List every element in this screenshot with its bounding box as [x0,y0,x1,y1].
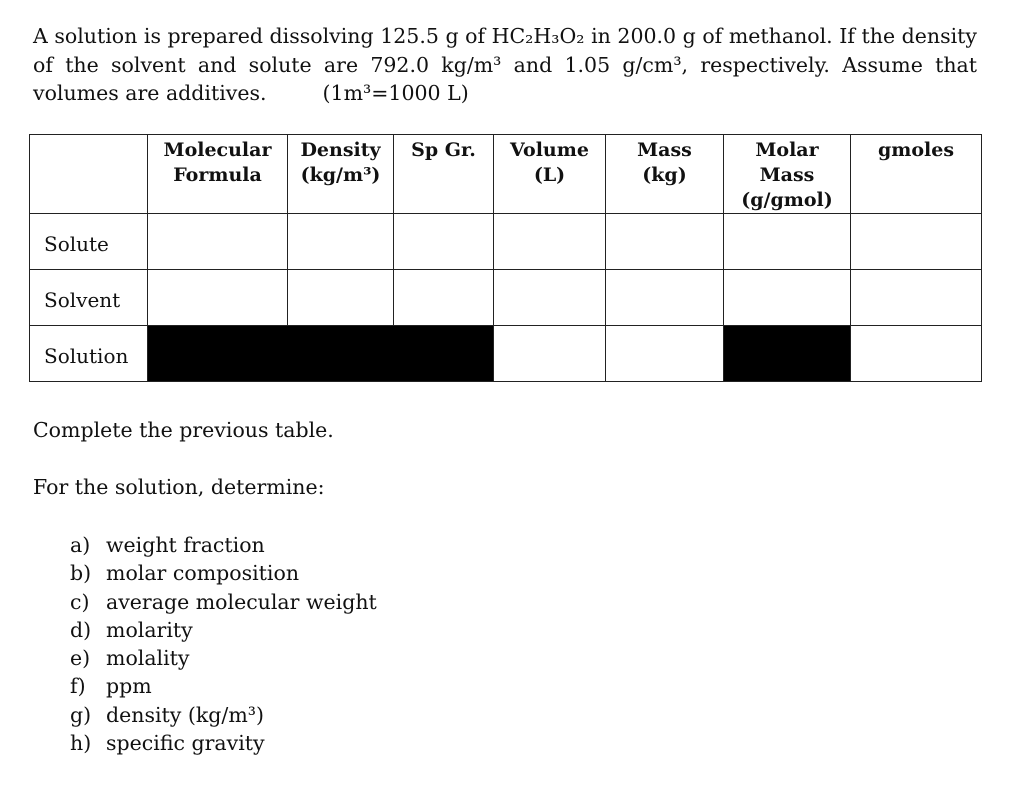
header-mass-line-2: (kg) [642,164,687,186]
cell-solvent-molar-mass [724,270,851,326]
header-specific-gravity [394,135,494,214]
header-molar-mass [724,135,851,214]
cell-solvent-formula [148,270,288,326]
cell-solvent-spgr [394,270,494,326]
table-row-solution [30,326,982,382]
header-gmoles-line-1: gmoles [877,139,955,161]
cell-solute-spgr [394,214,494,270]
cell-solution-molar-mass-blacked-out [724,326,851,382]
row-label-solute [30,214,148,270]
list-item-letter: h) [70,731,92,756]
cell-solute-gmoles [851,214,982,270]
list-item-text: average molecular weight [106,589,377,614]
list-item-letter: b) [70,561,92,586]
instruction-determine: For the solution, determine: [33,475,325,499]
cell-solute-formula [148,214,288,270]
header-molecular-formula [148,135,288,214]
header-molar-mass-line-1: Molar [755,139,819,161]
table-row-solute [30,214,982,270]
header-density [288,135,394,214]
problem-line-2: of the solvent and solute are 792.0 kg/m³ and 1.05 g/cm³, respectively. Assume that [33,52,977,77]
header-molar-mass-line-2: Mass [759,164,815,186]
header-spgr-line-1: Sp Gr. [411,139,476,161]
list-item-text: ppm [106,674,152,699]
header-density-line-2: (kg/m³) [300,164,381,186]
list-item-text: molarity [106,617,193,642]
cell-solvent-volume [494,270,606,326]
cell-solute-density [288,214,394,270]
list-item-letter: a) [70,533,91,557]
header-mass [606,135,724,214]
list-item-letter: e) [70,646,91,671]
row-label-solvent-text: Solvent [44,287,121,312]
list-item-text: specific gravity [106,731,265,756]
problem-line-3-text: volumes are additives. [33,81,267,105]
list-item-text: molar composition [106,561,300,586]
header-volume [494,135,606,214]
cell-solution-mass [606,326,724,382]
cell-solute-mass [606,214,724,270]
list-item [70,672,377,700]
list-item-text: weight fraction [106,533,265,557]
header-density-line-1: Density [300,139,381,161]
problem-statement [33,22,977,108]
problem-line-3 [33,79,977,108]
header-formula-line-1: Molecular [163,139,272,161]
header-gmoles [851,135,982,214]
cell-solution-volume [494,326,606,382]
instruction-complete-table: Complete the previous table. [33,418,334,442]
list-item-text: molality [106,646,190,671]
question-list [70,531,377,757]
cell-solvent-gmoles [851,270,982,326]
cell-solution-blacked-out [148,326,494,382]
table-row-solvent [30,270,982,326]
properties-table [29,134,982,382]
row-label-solute-text: Solute [44,231,109,256]
cell-solvent-density [288,270,394,326]
list-item [70,588,377,616]
header-corner-cell [30,135,148,214]
list-item-text: density (kg/m³) [106,702,264,727]
list-item [70,729,377,757]
list-item [70,531,377,559]
list-item-letter: d) [70,617,92,642]
header-formula-line-2: Formula [173,164,262,186]
cell-solution-gmoles [851,326,982,382]
list-item [70,701,377,729]
unit-conversion-note: (1m³=1000 L) [322,81,469,105]
row-label-solution-text: Solution [44,343,129,368]
list-item-letter: g) [70,702,92,727]
cell-solute-volume [494,214,606,270]
table-header-row [30,135,982,214]
header-volume-line-2: (L) [533,164,566,186]
cell-solvent-mass [606,270,724,326]
row-label-solution [30,326,148,382]
list-item-letter: f) [70,674,86,699]
list-item [70,616,377,644]
row-label-solvent [30,270,148,326]
cell-solute-molar-mass [724,214,851,270]
header-mass-line-1: Mass [637,139,692,161]
list-item-letter: c) [70,589,90,614]
problem-line-1: A solution is prepared dissolving 125.5 g of HC₂H₃O₂ in 200.0 g of methanol. If the density [33,24,977,48]
header-volume-line-1: Volume [510,139,589,161]
header-molar-mass-line-3: (g/gmol) [741,189,833,211]
list-item [70,644,377,672]
list-item [70,559,377,587]
